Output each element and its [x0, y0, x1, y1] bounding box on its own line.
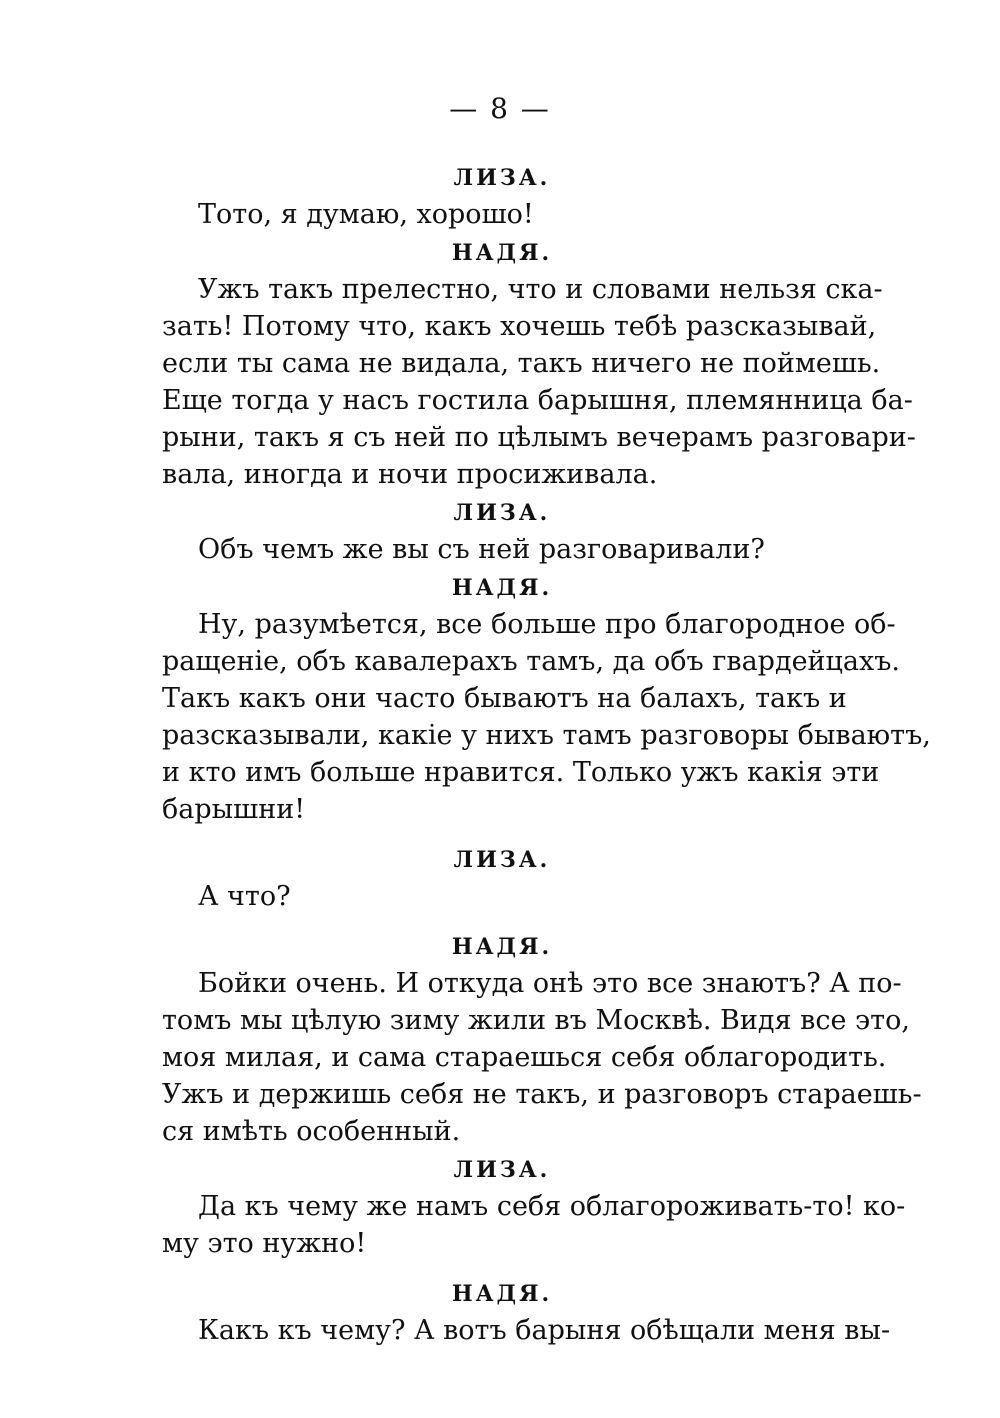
speaker-name: НАДЯ. [451, 1281, 553, 1307]
speech-line: Еще тогда у насъ гостила барышня, племянница ба- [162, 385, 913, 416]
speaker-name: НАДЯ. [451, 575, 553, 601]
speaker-name: ЛИЗА. [453, 847, 551, 873]
speech [162, 1188, 906, 1262]
speech-line: Бойки очень. И откуда онѣ это все знаютъ? А по- [198, 968, 902, 999]
speech-line: Такъ какъ они часто бываютъ на балахъ, такъ и [162, 683, 847, 714]
speech [162, 271, 916, 493]
speech-line: Да къ чему же намъ себя облагороживать-то! ко- [198, 1191, 906, 1222]
speech-line: если ты сама не видала, такъ ничего не поймешь. [162, 348, 881, 379]
speech [162, 531, 842, 568]
speech-line: моя милая, и сама стараешься себя облагородить. [162, 1042, 887, 1073]
speech-line: рыни, такъ я съ ней по цѣлымъ вечерамъ разговари- [162, 422, 916, 453]
speech [162, 965, 922, 1150]
speech [162, 606, 931, 828]
speaker-name: НАДЯ. [451, 240, 553, 266]
speech-line: барышни! [162, 794, 306, 825]
speaker-name: ЛИЗА. [453, 1157, 551, 1183]
speech-line: Какъ къ чему? А вотъ барыня обѣщали меня вы- [198, 1315, 891, 1346]
speech-line: зать! Потому что, какъ хочешь тебѣ разсказывай, [162, 311, 877, 342]
speech-line: Ужъ и держишь себя не такъ, и разговоръ стараешь- [162, 1079, 922, 1110]
speech-line: Ну, разумѣется, все больше про благородное об- [198, 609, 896, 640]
speech [162, 1312, 891, 1349]
speech-line: разсказывали, какіе у нихъ тамъ разговоры бываютъ, [162, 720, 931, 751]
speech-line: Объ чемъ же вы съ ней разговаривали? [198, 534, 765, 565]
page-number: — 8 — [449, 92, 551, 125]
speaker-name: ЛИЗА. [453, 500, 551, 526]
speech-line: Ужъ такъ прелестно, что и словами нельзя ска- [198, 274, 883, 305]
speech-line: и кто имъ больше нравится. Только ужъ какія эти [162, 757, 880, 788]
speech-line: томъ мы цѣлую зиму жили въ Москвѣ. Видя все это, [162, 1005, 910, 1036]
speech-line: му это нужно! [162, 1228, 367, 1259]
speech [162, 878, 842, 915]
speech-line: ся имѣть особенный. [162, 1116, 461, 1147]
speech-line: Тото, я думаю, хорошо! [198, 199, 534, 230]
speech-line: ращеніе, объ кавалерахъ тамъ, да объ гвардейцахъ. [162, 646, 901, 677]
speech-line: А что? [198, 881, 291, 912]
speech [162, 196, 842, 233]
speech-line: вала, иногда и ночи просиживала. [162, 459, 658, 490]
speaker-name: ЛИЗА. [453, 165, 551, 191]
speaker-name: НАДЯ. [451, 934, 553, 960]
dialogue [162, 160, 931, 1351]
